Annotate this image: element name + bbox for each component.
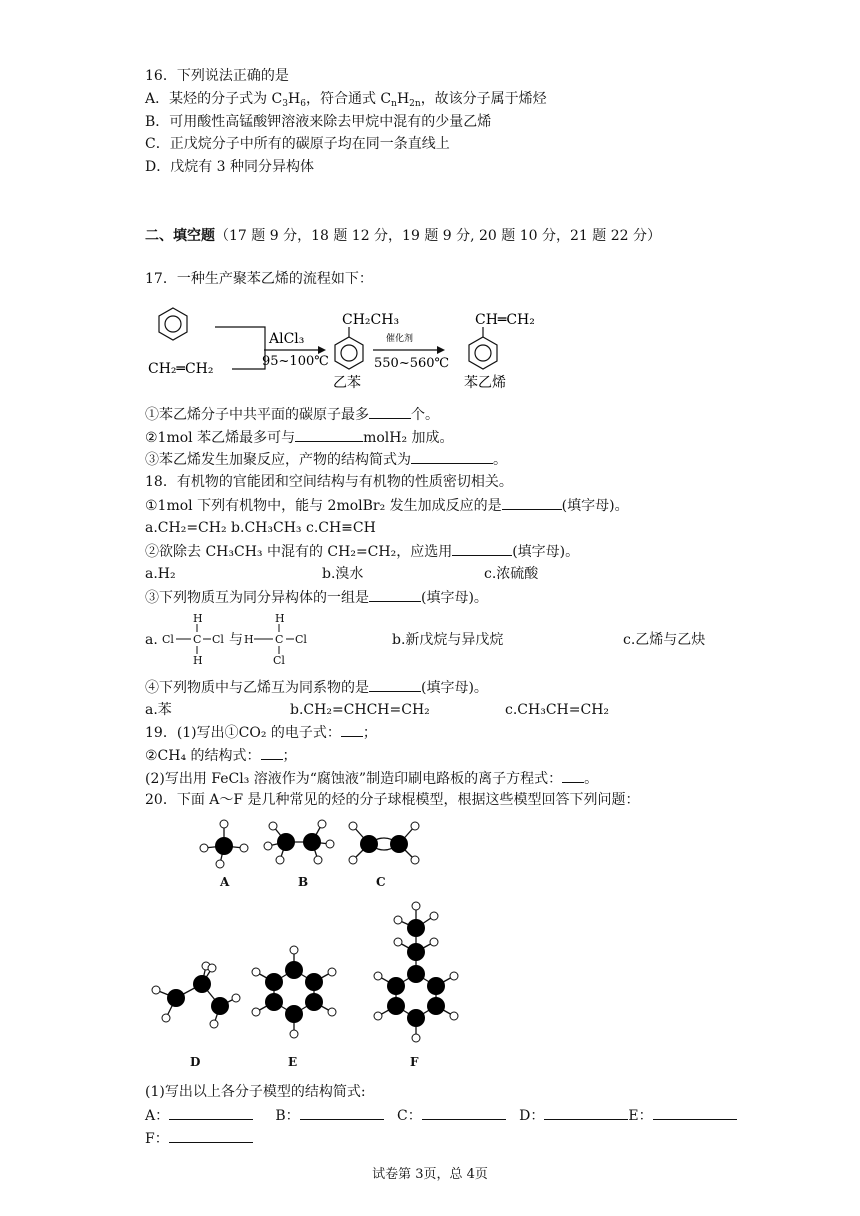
q18-p4-option-a: a.苯 xyxy=(145,702,172,718)
q19-l1-pre: 19．(1)写出①CO₂ 的电子式： xyxy=(145,725,341,741)
q17-p3-post: 。 xyxy=(493,452,507,468)
q16-a-pre: A．某烃的分子式为 C xyxy=(145,91,283,107)
q18-p2-option-b: b.溴水 xyxy=(322,566,364,582)
q18-p3-and: 与 xyxy=(229,632,243,648)
q19-l3-blank[interactable] xyxy=(562,768,584,783)
q20-ans-b-blank[interactable] xyxy=(300,1105,384,1120)
q19-line2 xyxy=(145,745,297,766)
model-label-d: D xyxy=(190,1055,201,1069)
q20-ans-d-blank[interactable] xyxy=(544,1105,628,1120)
model-label-a: A xyxy=(220,875,230,889)
q20-ans-b-label: B： xyxy=(275,1108,300,1124)
ball-stick-models xyxy=(140,812,460,1074)
q17-p1-blank[interactable] xyxy=(369,404,411,419)
q16-option-b: B．可用酸性高锰酸钾溶液来除去甲烷中混有的少量乙烯 xyxy=(145,114,492,130)
q20-ans-a-label: A： xyxy=(145,1108,170,1124)
q18-stem: 18．有机物的官能团和空间结构与有机物的性质密切相关。 xyxy=(145,474,513,490)
q17-p3-blank[interactable] xyxy=(411,449,493,464)
svg-text:H: H xyxy=(244,633,254,646)
q18-p3-option-a-label: a. xyxy=(145,632,158,648)
q18-p3-post: (填字母)。 xyxy=(421,590,488,606)
q18-part4 xyxy=(145,677,488,698)
q18-p3-option-c: c.乙烯与乙炔 xyxy=(623,632,706,648)
q20-answer-row1 xyxy=(145,1105,737,1126)
q20-answer-row2 xyxy=(145,1128,253,1149)
q18-part3 xyxy=(145,587,488,608)
q19-l3-post: 。 xyxy=(584,771,599,787)
q17-p1-pre: ①苯乙烯分子中共平面的碳原子最多 xyxy=(145,407,369,423)
q18-p4-pre: ④下列物质中与乙烯互为同系物的是 xyxy=(145,680,369,696)
q18-p1-blank[interactable] xyxy=(502,495,562,510)
ethylbenzene-name: 乙苯 xyxy=(333,375,361,391)
q20-ans-d-label: D： xyxy=(519,1108,545,1124)
q18-p3-blank[interactable] xyxy=(369,587,421,602)
q18-p2-option-c: c.浓硫酸 xyxy=(484,566,539,582)
q17-p2-post: molH₂ 加成。 xyxy=(363,430,454,446)
q18-p4-option-c: c.CH₃CH=CH₂ xyxy=(505,702,610,718)
q16-option-c: C．正戊烷分子中所有的碳原子均在同一条直线上 xyxy=(145,136,450,152)
q18-p4-blank[interactable] xyxy=(369,677,421,692)
model-label-b: B xyxy=(298,875,309,889)
svg-text:H: H xyxy=(193,612,203,625)
q19-l1-blank[interactable] xyxy=(341,722,363,737)
q19-line1 xyxy=(145,722,377,743)
q17-p2-pre: ②1mol 苯乙烯最多可与 xyxy=(145,430,296,446)
q17-stem: 17．一种生产聚苯乙烯的流程如下： xyxy=(145,271,373,287)
q17-p3-pre: ③苯乙烯发生加聚反应，产物的结构简式为 xyxy=(145,452,411,468)
q17-p1-post: 个。 xyxy=(411,407,439,423)
q17-part1 xyxy=(145,404,439,425)
q19-l2-blank[interactable] xyxy=(261,745,283,760)
q16-option-a: A．某烃的分子式为 $C_3H_6$，符合通式 $C_nH_{2n}$，故该分子属于烯烃 xyxy=(145,91,547,109)
svg-text:H: H xyxy=(275,612,285,625)
q18-p2-option-a: a.H₂ xyxy=(145,566,176,582)
q18-p2-blank[interactable] xyxy=(452,541,512,556)
q20-stem: 20．下面 A～F 是几种常见的烃的分子球棍模型，根据这些模型回答下列问题： xyxy=(145,792,640,808)
q19-l2-pre: ②CH₄ 的结构式： xyxy=(145,748,261,764)
q16-a-post2: H xyxy=(396,91,410,107)
q20-ans-e-blank[interactable] xyxy=(653,1105,737,1120)
svg-text:C: C xyxy=(275,633,284,646)
svg-text:C: C xyxy=(193,633,202,646)
q20-ans-f-blank[interactable] xyxy=(169,1128,253,1143)
svg-text:H: H xyxy=(193,654,203,667)
benzene-ring-ethylbenzene xyxy=(335,337,363,369)
q17-p2-blank[interactable] xyxy=(295,427,363,442)
catalyst2-label: 催化剂 xyxy=(386,334,414,344)
q18-p1-post: (填字母)。 xyxy=(561,498,629,514)
svg-text:Cl: Cl xyxy=(295,633,307,646)
benzene-ring-styrene xyxy=(469,337,497,369)
svg-text:Cl: Cl xyxy=(212,633,224,646)
q16-a-mid: H xyxy=(288,91,301,107)
q18-part2 xyxy=(145,541,579,562)
section-scores: （17 题 9 分，18 题 12 分，19 题 9 分, 20 题 10 分，21 题 22 分） xyxy=(215,228,661,244)
page-footer: 试卷第 3页，总 4页 xyxy=(372,1167,488,1182)
svg-text:Cl: Cl xyxy=(273,654,285,667)
q19-l3-pre: (2)写出用 FeCl₃ 溶液作为“腐蚀液”制造印刷电路板的离子方程式： xyxy=(145,771,563,787)
vinyl-group-label: CH═CH₂ xyxy=(475,312,535,328)
q18-part1 xyxy=(145,495,629,516)
q18-p2-pre: ②欲除去 CH₃CH₃ 中混有的 CH₂=CH₂，应选用 xyxy=(145,544,453,560)
q17-part3 xyxy=(145,449,507,470)
q20-ans-a-blank[interactable] xyxy=(169,1105,253,1120)
reactant-bracket xyxy=(215,327,265,369)
q20-sub1: (1)写出以上各分子模型的结构简式: xyxy=(145,1084,366,1100)
q18-p1-options: a.CH₂=CH₂ b.CH₃CH₃ c.CH≡CH xyxy=(145,520,376,536)
model-label-e: E xyxy=(288,1055,298,1069)
q18-p4-post: (填字母)。 xyxy=(421,680,488,696)
q18-p2-post: (填字母)。 xyxy=(512,544,580,560)
q20-ans-f-label: F： xyxy=(145,1131,169,1147)
q19-line3 xyxy=(145,768,598,789)
q20-ans-c-blank[interactable] xyxy=(422,1105,506,1120)
q18-p4-option-b: b.CH₂=CHCH=CH₂ xyxy=(290,702,430,718)
q18-p3-option-b: b.新戊烷与异戊烷 xyxy=(392,632,504,648)
q20-ans-e-label: E： xyxy=(628,1108,653,1124)
condition2-label: 550~560℃ xyxy=(374,356,450,371)
styrene-name: 苯乙烯 xyxy=(464,375,506,391)
model-label-c: C xyxy=(376,875,386,889)
q19-l1-post: ； xyxy=(362,725,377,741)
q16-option-d: D．戊烷有 3 种同分异构体 xyxy=(145,159,315,175)
section-title xyxy=(145,226,661,246)
q16-stem: 16．下列说法正确的是 xyxy=(145,68,289,84)
svg-text:Cl: Cl xyxy=(162,633,174,646)
q20-ans-c-label: C： xyxy=(397,1108,422,1124)
q19-l2-post: ； xyxy=(282,748,297,764)
section-heading: 二、填空题 xyxy=(145,228,215,244)
model-label-f: F xyxy=(410,1055,419,1069)
catalyst1-label: AlCl₃ xyxy=(269,331,305,347)
arrow-head-2 xyxy=(437,346,445,354)
q18-p1-pre: ①1mol 下列有机物中，能与 2molBr₂ 发生加成反应的是 xyxy=(145,498,502,514)
q17-reaction-scheme xyxy=(140,305,560,393)
q16-a-post: ，符合通式 C xyxy=(305,91,392,107)
condition1-label: 95~100℃ xyxy=(262,354,329,369)
benzene-ring-reactant xyxy=(159,308,187,340)
ethyl-group-label: CH₂CH₃ xyxy=(342,312,400,328)
q17-part2 xyxy=(145,427,454,448)
q18-p3-pre: ③下列物质互为同分异构体的一组是 xyxy=(145,590,369,606)
q16-a-end: ，故该分子属于烯烃 xyxy=(420,91,547,107)
ethylene-label: CH₂═CH₂ xyxy=(148,361,214,377)
arrow-head-1 xyxy=(318,346,326,354)
